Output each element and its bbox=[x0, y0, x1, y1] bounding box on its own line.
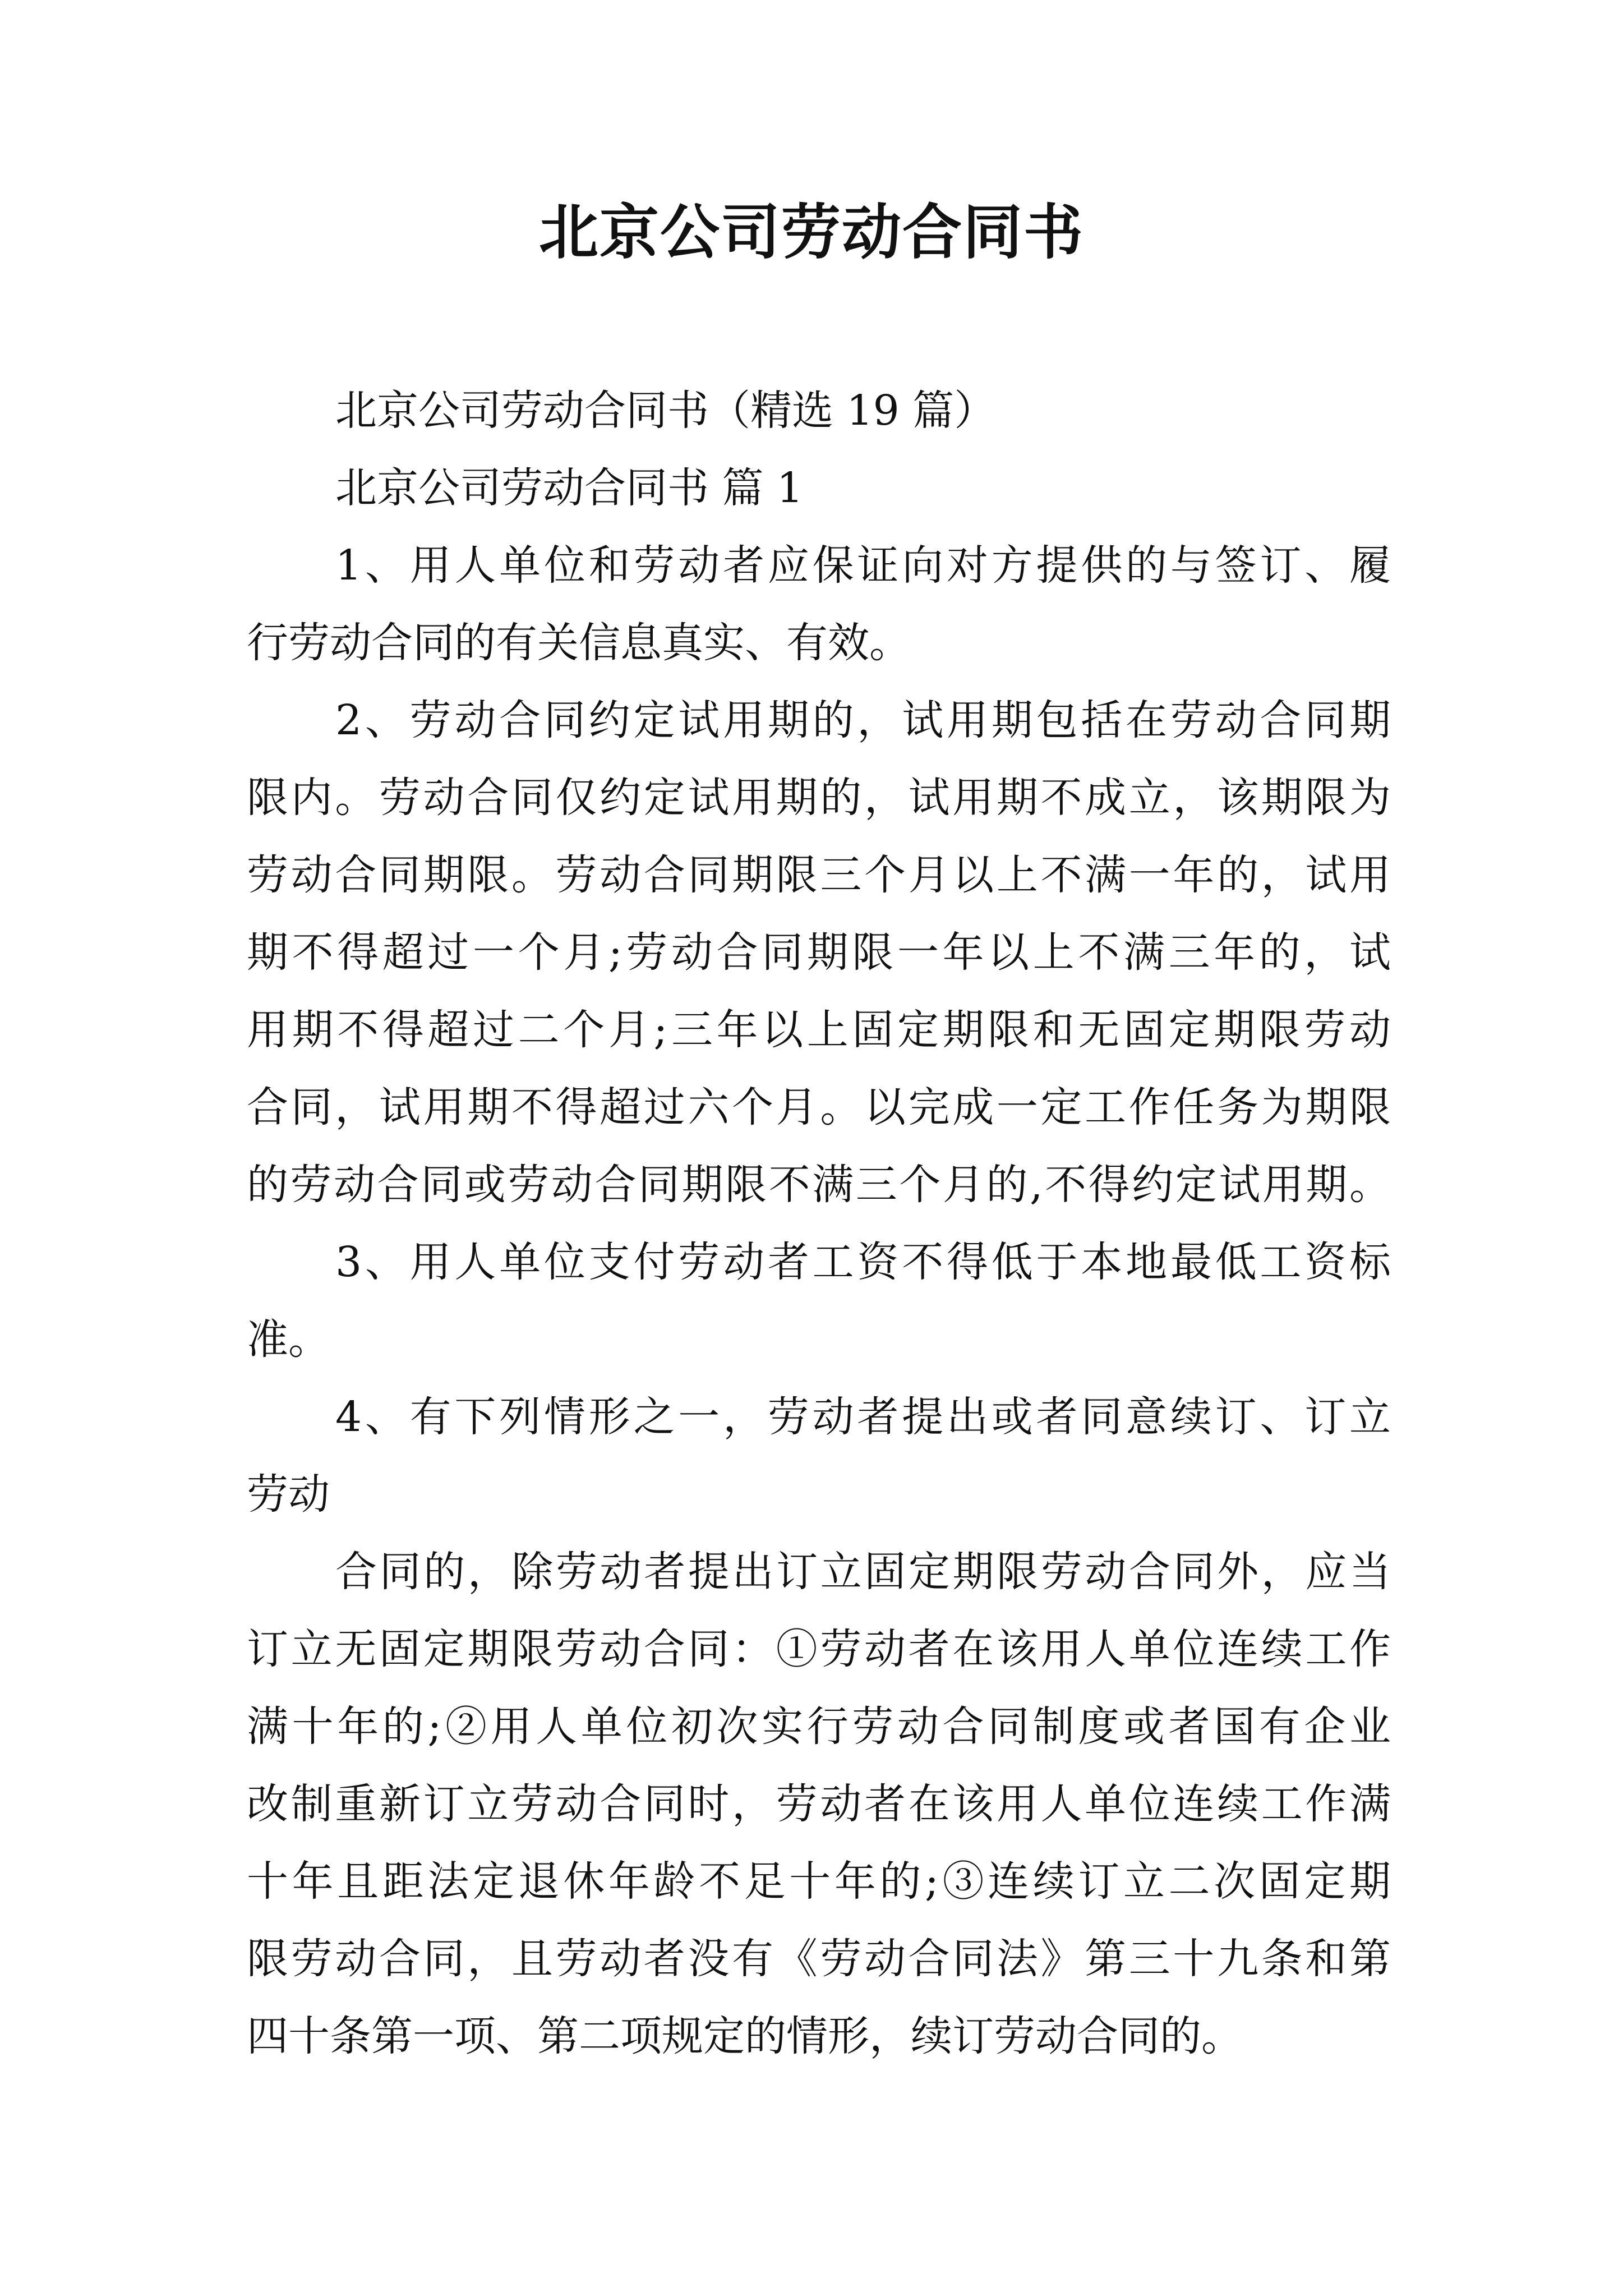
text-line: 满十年的;②用人单位初次实行劳动合同制度或者国有企业 bbox=[247, 1703, 1391, 1751]
text-line-section-heading: 北京公司劳动合同书 篇 1 bbox=[335, 464, 804, 512]
text-line: 3、用人单位支付劳动者工资不得低于本地最低工资标 bbox=[335, 1238, 1391, 1286]
text-line: 订立无固定期限劳动合同：①劳动者在该用人单位连续工作 bbox=[247, 1625, 1391, 1673]
text-line: 期不得超过一个月;劳动合同期限一年以上不满三年的，试 bbox=[247, 928, 1391, 977]
text-line: 的劳动合同或劳动合同期限不满三个月的,不得约定试用期。 bbox=[247, 1161, 1391, 1209]
text-line: 限内。劳动合同仅约定试用期的，试用期不成立，该期限为 bbox=[247, 774, 1391, 822]
text-line: 劳动合同期限。劳动合同期限三个月以上不满一年的，试用 bbox=[247, 851, 1391, 899]
text-line: 合同的，除劳动者提出订立固定期限劳动合同外，应当 bbox=[335, 1548, 1391, 1596]
text-line: 行劳动合同的有关信息真实、有效。 bbox=[247, 619, 911, 667]
text-line: 用期不得超过二个月;三年以上固定期限和无固定期限劳动 bbox=[247, 1006, 1391, 1054]
text-line: 2、劳动合同约定试用期的，试用期包括在劳动合同期 bbox=[335, 696, 1391, 744]
text-line: 准。 bbox=[247, 1315, 330, 1364]
text-line: 合同，试用期不得超过六个月。以完成一定工作任务为期限 bbox=[247, 1083, 1391, 1131]
text-line: 4、有下列情形之一，劳动者提出或者同意续订、订立 bbox=[335, 1393, 1391, 1441]
text-line: 改制重新订立劳动合同时，劳动者在该用人单位连续工作满 bbox=[247, 1780, 1391, 1828]
document-title: 北京公司劳动合同书 bbox=[539, 197, 1084, 267]
text-line: 四十条第一项、第二项规定的情形，续订劳动合同的。 bbox=[247, 2012, 1243, 2060]
text-line: 1、用人单位和劳动者应保证向对方提供的与签订、履 bbox=[335, 541, 1391, 590]
text-line: 十年且距法定退休年龄不足十年的;③连续订立二次固定期 bbox=[247, 1857, 1391, 1906]
text-line: 劳动 bbox=[247, 1470, 330, 1519]
text-line: 限劳动合同，且劳动者没有《劳动合同法》第三十九条和第 bbox=[247, 1935, 1391, 1983]
text-line-subtitle: 北京公司劳动合同书（精选 19 篇） bbox=[335, 386, 996, 435]
